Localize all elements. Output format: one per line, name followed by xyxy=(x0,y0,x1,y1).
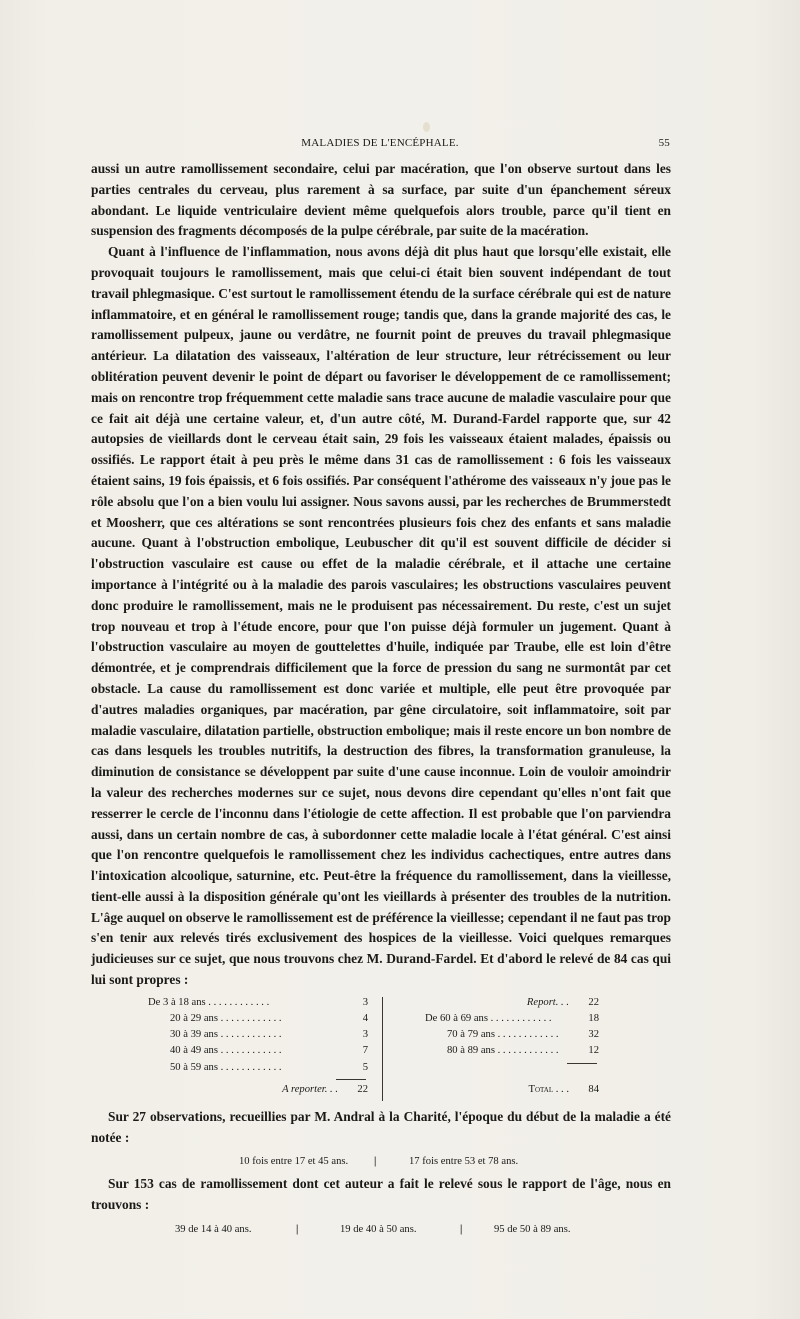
age-counts-153 xyxy=(91,1220,671,1236)
body-text xyxy=(91,159,671,1242)
table-total-row: A reporter. . . 22 xyxy=(282,1083,368,1095)
age-table-left-column xyxy=(148,995,368,1098)
age-table-right-column xyxy=(387,995,599,1098)
sum-rule xyxy=(336,1079,366,1080)
paragraph-andral: Sur 27 observations, recueillies par M. Andral à la Charité, l'époque du début de la maladie a été notée : xyxy=(91,1108,671,1145)
andral-counts xyxy=(91,1152,671,1168)
count-c: 95 de 50 à 89 ans. xyxy=(494,1224,571,1236)
paragraph-153-cases: Sur 153 cas de ramollissement dont cet auteur a fait le relevé sous le rapport de l'âge, nous en trouvons : xyxy=(91,1176,671,1213)
header-title: MALADIES DE L'ENCÉPHALE. xyxy=(301,137,459,149)
age-table-84-cases xyxy=(91,995,671,1103)
separator: | xyxy=(296,1224,299,1236)
table-total-row: Total . . . 84 xyxy=(528,1083,599,1095)
paragraph-1: aussi un autre ramollissement secondaire, celui par macération, que l'on observe surtout dans les parties centrales du cerveau, plus rarement à sa surface, par suite d'un épanchement séreux abondant. Le liquide ventriculaire devient même quelquefois alors trouble, parce qu'il tient en suspension des fragments décomposés de la pulpe cérébrale, par suite de la macération. xyxy=(91,161,671,239)
table-row: 70 à 79 ans . . . . . . . . . . . . 32 xyxy=(447,1029,599,1041)
table-row: 30 à 39 ans . . . . . . . . . . . . 3 xyxy=(170,1029,368,1041)
table-row: 40 à 49 ans . . . . . . . . . . . . 7 xyxy=(170,1045,368,1057)
sum-rule xyxy=(567,1063,597,1064)
separator: | xyxy=(374,1156,377,1168)
table-row: 50 à 59 ans . . . . . . . . . . . . 5 xyxy=(170,1061,368,1073)
count-b: 19 de 40 à 50 ans. xyxy=(340,1224,417,1236)
column-divider xyxy=(382,997,383,1101)
count-a: 10 fois entre 17 et 45 ans. xyxy=(239,1156,349,1168)
separator: | xyxy=(460,1224,463,1236)
table-row: De 60 à 69 ans . . . . . . . . . . . . 18 xyxy=(425,1013,599,1025)
count-b: 17 fois entre 53 et 78 ans. xyxy=(409,1156,519,1168)
table-report-row: Report. . . 22 xyxy=(526,996,599,1008)
table-row: De 3 à 18 ans . . . . . . . . . . . . 3 xyxy=(148,996,368,1008)
table-row: 80 à 89 ans . . . . . . . . . . . . 12 xyxy=(447,1045,599,1057)
table-row: 20 à 29 ans . . . . . . . . . . . . 4 xyxy=(170,1013,368,1025)
page-number: 55 xyxy=(658,137,670,149)
ink-spot xyxy=(423,122,430,132)
count-a: 39 de 14 à 40 ans. xyxy=(175,1224,252,1236)
paragraph-2: Quant à l'influence de l'inflammation, nous avons déjà dit plus haut que lorsqu'elle existait, elle provoquait toujours le ramollissement, mais que celui-ci était bien souvent indépendant de tout travail phlegmasique. C'est surtout le ramollissement étendu de la surface cérébrale qui est de nature inflammatoire, et en général le ramollissement rouge; tandis que, dans la grande majorité des cas, le ramollissement pulpeux, jaune ou verdâtre, ne fournit point de preuves du travail phlegmasique antérieur. La dilatation des vaisseaux, l'altération de leur structure, leur rétrécissement ou leur oblitération peuvent devenir le point de départ ou favoriser le développement de ce ramollissement; mais on rencontre trop fréquemment cette maladie sans trace aucune de maladie vasculaire pour que ce fait ait déjà une certaine valeur, et, d'un autre côté, M. Durand-Fardel rapporte que, sur 42 autopsies de vieillards dont le cerveau était sain, 29 fois les vaisseaux étaient malades, épaissis ou ossifiés. Le rapport était à peu près le même dans 31 cas de ramollissement : 6 fois les vaisseaux étaient sains, 19 fois épaissis, et 6 fois ossifiés. Par conséquent l'athérome des vaisseaux n'y joue pas le rôle absolu que l'on a bien voulu lui assigner. Nous savons aussi, par les recherches de Brummerstedt et Moosherr, que ces altérations se sont rencontrées plusieurs fois chez des enfants et sans maladie aucune. Quant à l'obstruction embolique, Leubuscher dit qu'il est souvent difficile de décider si l'obstruction vasculaire est cause ou effet de la maladie cérébrale, et il attache une certaine importance à l'intégrité ou à la maladie des parois vasculaires; les obstructions vasculaires peuvent donc produire le ramollissement, mais ne le produisent pas nécessairement. Du reste, c'est un sujet trop nouveau et trop à l'étude encore, pour que l'on puisse déjà formuler un jugement. Quant à l'obstruction vasculaire au moyen de gouttelettes d'huile, indiquée par Traube, elle est loin d'être démontrée, et je comprendrais difficilement que la force de pression du sang ne surmontât par cet obstacle. La cause du ramollissement est donc variée et multiple, elle peut être provoquée par d'autres maladies organiques, par macération, par gêne circulatoire, soit inflammatoire, soit par maladie vasculaire, dilatation partielle, obstruction embolique; mais il reste encore un bon nombre de cas dans lesquels les troubles nutritifs, la destruction des fibres, la transformation granuleuse, la diminution de consistance se développent par suite d'une cause inconnue. Loin de vouloir amoindrir la valeur des recherches modernes sur ce sujet, nous devons dire cependant qu'elles n'ont fait que resserrer le cercle de l'inconnu dans l'étiologie de cette affection. Il est probable que l'on parviendra aussi, dans un certain nombre de cas, à subordonner cette maladie locale à l'état général. C'est ainsi que l'on rencontre quelquefois le ramollissement chez les individus cachectiques, entre autres dans l'intoxication alcoolique, saturnine, etc. Peut-être la fréquence du ramollissement, dans la vieillesse, tient-elle aussi à la disposition générale qu'ont les vieillards à présenter des troubles de la nutrition. L'âge auquel on observe le ramollissement est de préférence la vieillesse; cependant il ne faut pas trop s'en tenir aux relevés tirés exclusivement des hospices de la vieillesse. Voici quelques remarques judicieuses sur ce sujet, que nous trouvons chez M. Durand-Fardel. Et d'abord le relevé de 84 cas qui lui sont propres : xyxy=(91,244,671,988)
